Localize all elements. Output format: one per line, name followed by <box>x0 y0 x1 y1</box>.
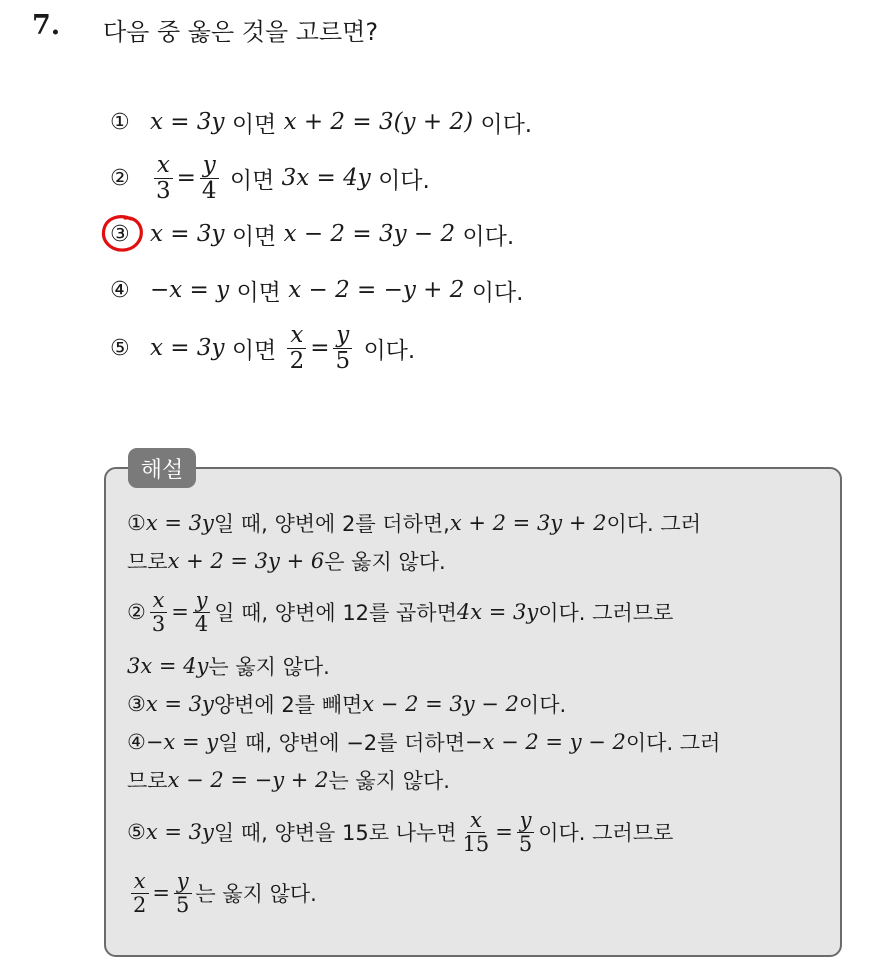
equals-sign: = <box>310 335 330 361</box>
text: 는 옳지 않다. <box>328 769 450 793</box>
equals-sign: = <box>495 820 513 844</box>
text: 이다. <box>480 111 533 138</box>
question-number: 7. <box>32 10 61 41</box>
fraction <box>153 153 174 202</box>
explanation-line-7 <box>127 762 450 798</box>
option-3[interactable] <box>110 206 514 262</box>
numerator: x <box>131 870 149 893</box>
denominator: 4 <box>194 611 209 636</box>
explanation-line-1 <box>127 505 701 541</box>
text: 므로 <box>127 550 168 574</box>
text: 는 옳지 않다. <box>208 655 330 679</box>
option-4[interactable] <box>110 262 523 318</box>
explanation-line-3 <box>127 583 673 641</box>
denominator: 5 <box>518 831 533 856</box>
option-5[interactable] <box>110 320 415 376</box>
numerator: y <box>517 809 535 832</box>
math-expr: x = 3y <box>150 335 225 361</box>
fraction <box>192 589 211 634</box>
math-expr: x + 2 = 3y + 6 <box>167 549 325 573</box>
math-expr: 4x = 3y <box>456 600 539 624</box>
option-number: ② <box>110 165 130 191</box>
explanation-line-2 <box>127 543 446 579</box>
text: 이다. <box>471 279 524 306</box>
numerator: x <box>467 809 485 832</box>
math-expr: x − 2 = 3y − 2 <box>362 692 519 716</box>
math-expr: −x = y <box>145 730 219 754</box>
equals-sign: = <box>152 881 170 905</box>
explanation-line-9 <box>127 864 317 922</box>
text: 는 옳지 않다. <box>195 882 317 906</box>
denominator: 3 <box>151 611 166 636</box>
text: 이면 <box>231 111 277 138</box>
math-expr: x − 2 = −y + 2 <box>288 277 465 303</box>
option-number: ③ <box>110 221 130 247</box>
answer-circle-mark <box>101 213 145 253</box>
text: 이다. 그러므로 <box>538 821 674 845</box>
text: 일 때, 양변에 12를 곱하면 <box>214 601 457 625</box>
text: ④ <box>127 730 146 754</box>
text: 이면 <box>231 337 277 364</box>
math-expr: x − 2 = 3y − 2 <box>283 221 456 247</box>
option-number: ④ <box>110 277 130 303</box>
fraction <box>287 323 308 372</box>
text: 이다. 그러므로 <box>538 601 674 625</box>
text: 이면 <box>236 279 281 306</box>
math-expr: x = 3y <box>150 221 225 247</box>
denominator: 3 <box>156 177 171 204</box>
text: ⑤ <box>127 820 146 844</box>
numerator: y <box>333 323 352 348</box>
text: ① <box>127 511 146 535</box>
math-expr: 3x = 4y <box>127 654 209 678</box>
option-1[interactable] <box>110 94 532 150</box>
math-expr: x + 2 = 3(y + 2) <box>283 109 474 135</box>
text: 일 때, 양변에 2를 더하면, <box>213 512 450 536</box>
math-expr: x = 3y <box>145 692 214 716</box>
option-2[interactable] <box>110 150 430 206</box>
text: ② <box>127 600 146 624</box>
math-expr: x − 2 = −y + 2 <box>167 768 329 792</box>
numerator: y <box>174 870 192 893</box>
explanation-label: 해설 <box>128 448 196 488</box>
math-expr: 3x = 4y <box>281 165 371 191</box>
equals-sign: = <box>176 165 196 191</box>
text: 양변에 2를 빼면 <box>213 693 363 717</box>
math-expr: x = 3y <box>150 109 225 135</box>
explanation-line-5 <box>127 686 566 722</box>
text: 이면 <box>229 167 275 194</box>
text: 이다. <box>518 693 567 717</box>
text: ③ <box>127 692 146 716</box>
explanation-line-4 <box>127 648 330 684</box>
math-expr: −x = y <box>150 277 230 303</box>
numerator: x <box>150 589 168 612</box>
explanation-line-6 <box>127 724 720 760</box>
denominator: 15 <box>462 831 490 856</box>
denominator: 2 <box>133 892 147 917</box>
fraction <box>516 809 535 854</box>
text: 이다. <box>378 167 430 194</box>
explanation-line-8 <box>127 803 673 861</box>
numerator: x <box>287 323 306 348</box>
fraction <box>149 589 168 634</box>
numerator: x <box>154 153 173 178</box>
fraction <box>460 809 493 854</box>
math-expr: x + 2 = 3y + 2 <box>449 511 607 535</box>
fraction <box>130 870 149 915</box>
fraction <box>332 323 353 372</box>
text: 이다. <box>462 223 515 250</box>
math-expr: x = 3y <box>145 820 214 844</box>
fraction <box>199 153 220 202</box>
math-expr: −x − 2 = y − 2 <box>465 730 626 754</box>
fraction <box>173 870 192 915</box>
text: 므로 <box>127 769 168 793</box>
denominator: 2 <box>289 347 305 374</box>
option-number: ⑤ <box>110 335 130 361</box>
equals-sign: = <box>171 600 189 624</box>
text: 이면 <box>231 223 277 250</box>
question-text: 다음 중 옳은 것을 고르면? <box>103 18 379 46</box>
numerator: y <box>193 589 211 612</box>
denominator: 5 <box>335 347 351 374</box>
text: 은 옳지 않다. <box>324 550 446 574</box>
text: 이다. 그러 <box>625 731 721 755</box>
math-expr: x = 3y <box>145 511 214 535</box>
denominator: 5 <box>175 892 190 917</box>
text: 이다. <box>363 337 416 364</box>
text: 일 때, 양변에 −2를 더하면 <box>218 731 465 755</box>
text: 일 때, 양변을 15로 나누면 <box>213 821 457 845</box>
option-number: ① <box>110 109 130 135</box>
denominator: 4 <box>201 177 217 204</box>
text: 이다. 그러 <box>606 512 701 536</box>
numerator: y <box>200 153 219 178</box>
